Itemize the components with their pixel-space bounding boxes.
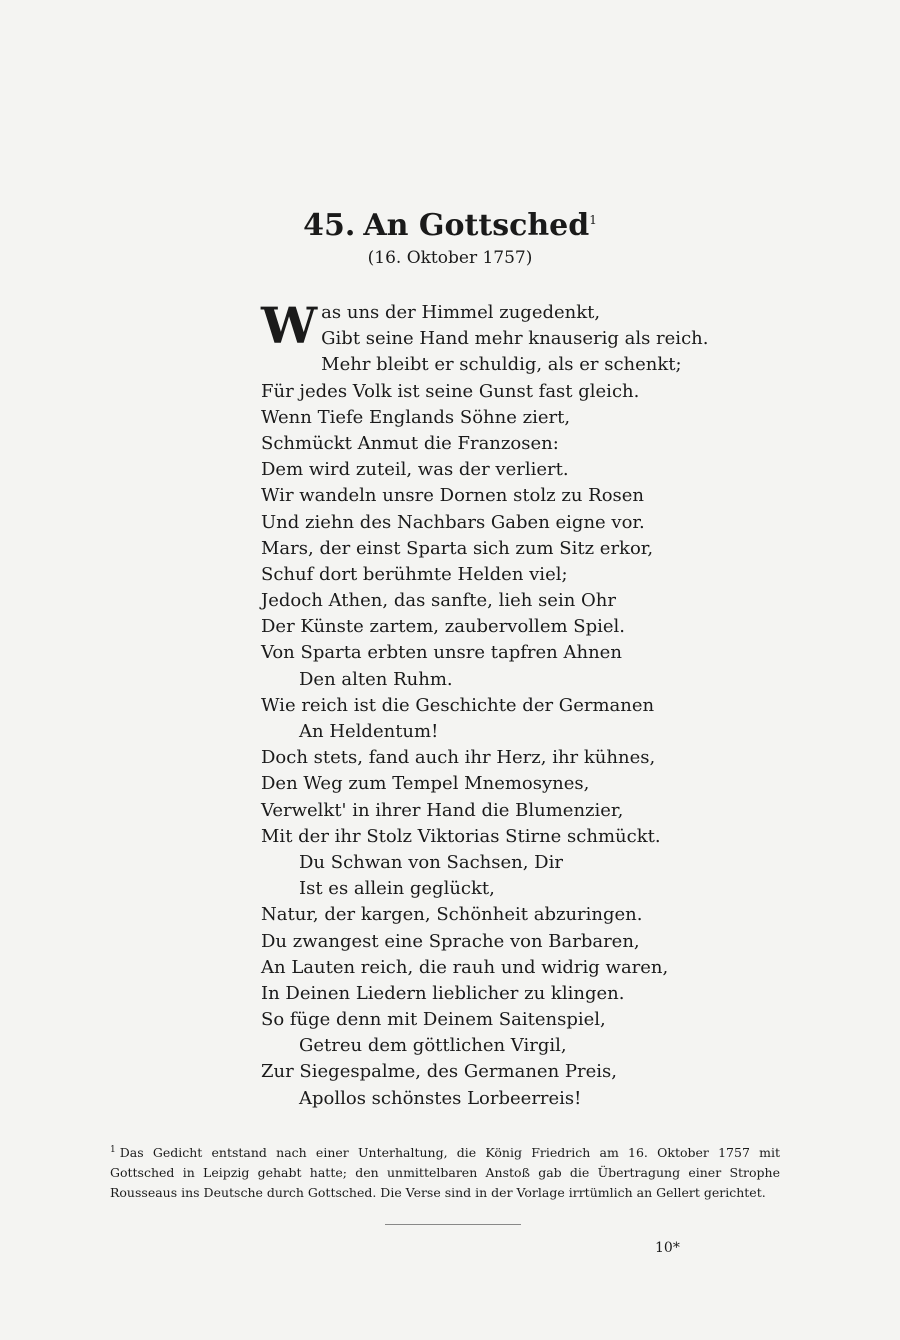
poem-line: An Heldentum! <box>299 721 439 743</box>
poem-line: Doch stets, fand auch ihr Herz, ihr kühnes, <box>261 747 656 769</box>
poem-line: Wir wandeln unsre Dornen stolz zu Rosen <box>261 485 645 507</box>
footnote-mark: 1 <box>110 1145 116 1155</box>
poem-line: Verwelkt' in ihrer Hand die Blumenzier, <box>261 799 624 821</box>
poem-line: Natur, der kargen, Schönheit abzuringen. <box>261 904 643 926</box>
poem-body <box>261 296 709 1112</box>
poem-line: Ist es allein geglückt, <box>299 878 495 900</box>
poem-opening <box>261 296 709 355</box>
poem-line: Wenn Tiefe Englands Söhne ziert, <box>261 406 571 428</box>
poem-line: Und ziehn des Nachbars Gaben eigne vor. <box>261 511 645 533</box>
poem-line: Jedoch Athen, das sanfte, lieh sein Ohr <box>261 590 616 612</box>
poem-line: Mars, der einst Sparta sich zum Sitz erkor, <box>261 537 654 559</box>
poem-line: Schuf dort berühmte Helden viel; <box>261 563 568 585</box>
poem-line: Dem wird zuteil, was der verliert. <box>261 459 569 481</box>
poem-lines <box>261 352 696 1111</box>
poem-line: Wie reich ist die Geschichte der Germanen <box>261 694 655 716</box>
footnote <box>110 1140 780 1203</box>
page-number: 10* <box>655 1240 680 1256</box>
poem-title-text: An Gottsched <box>363 208 590 243</box>
footnote-reference: 1 <box>589 213 597 227</box>
poem-line: as uns der Himmel zugedenkt, <box>321 302 601 323</box>
poem-line: An Lauten reich, die rauh und widrig waren, <box>261 956 669 978</box>
footnote-text: Das Gedicht entstand nach einer Unterhaltung, die König Friedrich am 16. Oktober 1757 mit Gottsched in Leipzig gehabt hatte; den unmittelbaren Anstoß gab die Übertragung einer Strophe Rousseaus ins Deutsche durch Gottsched. Die Verse sind in der Vorlage irrtümlich an Gellert gerichtet. <box>110 1145 780 1201</box>
poem-line: Apollos schönstes Lorbeerreis! <box>299 1087 582 1109</box>
poem-line: Mehr bleibt er schuldig, als er schenkt; <box>321 354 682 376</box>
poem-line: Für jedes Volk ist seine Gunst fast gleich. <box>261 380 640 402</box>
poem-line: Mit der ihr Stolz Viktorias Stirne schmückt. <box>261 825 661 847</box>
poem-line: Schmückt Anmut die Franzosen: <box>261 432 559 454</box>
drop-cap: W <box>261 296 318 355</box>
poem-date: (16. Oktober 1757) <box>367 248 533 268</box>
poem-line: Gibt seine Hand mehr knauserig als reich. <box>321 328 709 350</box>
poem-line: So füge denn mit Deinem Saitenspiel, <box>261 1009 606 1031</box>
poem-line: Den alten Ruhm. <box>299 668 453 690</box>
poem-line: Den Weg zum Tempel Mnemosynes, <box>261 773 590 795</box>
poem-title <box>0 208 900 243</box>
poem-line: Zur Siegespalme, des Germanen Preis, <box>261 1061 617 1083</box>
poem-line: Von Sparta erbten unsre tapfren Ahnen <box>261 642 622 664</box>
footnote-divider <box>385 1224 521 1225</box>
poem-line: Der Künste zartem, zaubervollem Spiel. <box>261 616 625 638</box>
poem-line: In Deinen Liedern lieblicher zu klingen. <box>261 982 625 1004</box>
poem-line: Du Schwan von Sachsen, Dir <box>299 851 563 873</box>
poem-line: Getreu dem göttlichen Virgil, <box>299 1035 567 1057</box>
poem-number: 45. <box>303 208 356 243</box>
poem-line: Du zwangest eine Sprache von Barbaren, <box>261 930 640 952</box>
